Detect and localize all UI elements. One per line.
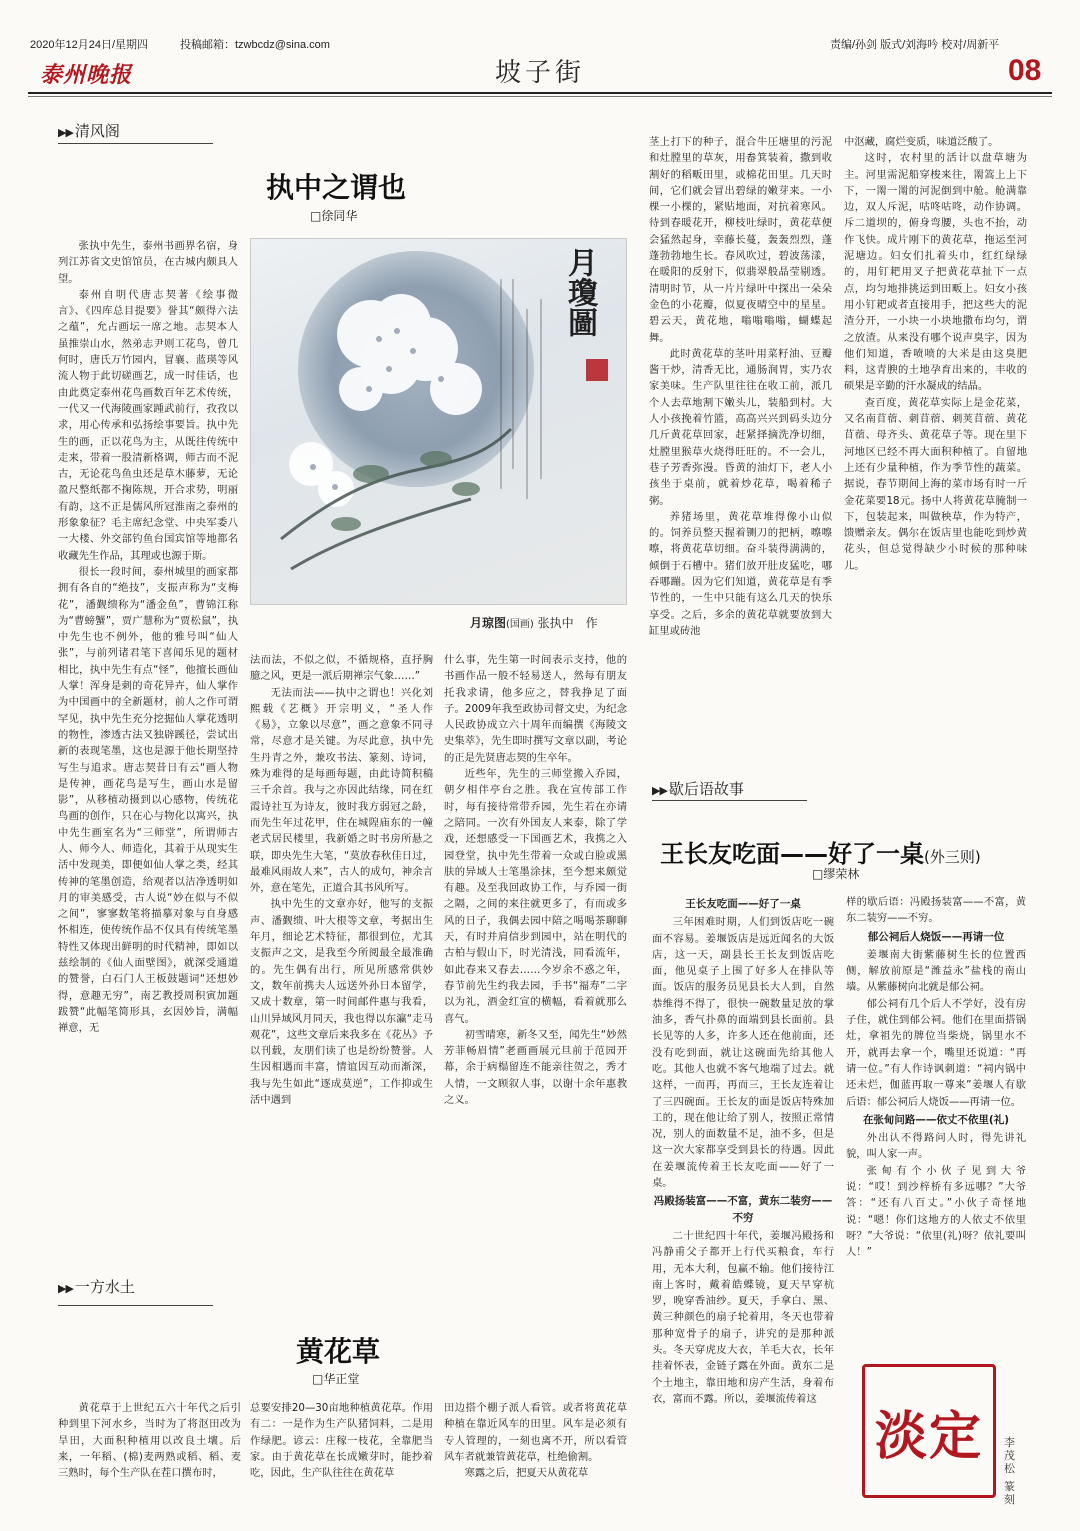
paragraph: 张执中先生，泰州书画界名宿，身列江苏省文史馆馆员，在古城内颇具人望。	[58, 240, 238, 285]
arrow-icon: ▶▶	[58, 126, 73, 139]
paragraph: 样的歇后语：冯殿扬装富——不富，黄东二装穷——不穷。	[846, 896, 1026, 925]
paragraph: 初雪晴寒，新冬又至，闻先生“妙然芳菲畅眉情”老画画展元旦前于范园开幕，余于病榻留连不能亲往贺之，秀才人情，一文顾叙人事，以谢十余年惠教之义。	[444, 1028, 627, 1107]
paragraph: 很长一段时间，泰州城里的画家都拥有各自的“绝技”，支振声称为“支梅花”，潘觐缋称为“潘金鱼”，曹锦江称为“曹螃蟹”，贾广慧称为“贾松鼠”，执中先生也不例外，他的雅号叫“仙人张”，与前列诸君笔下喜闻乐见的题材相比，执中先生有点“怪”，他擅长画仙人掌！浑身是刺的奇花异卉，仙人掌作为中国画中的全新题材，前人之作可谓罕见，执中先生充分挖掘仙人掌花透明的物性，渗透古法又独辟蹊径，尝试出新的表现笔墨，这也是源于他长期坚持写生与追求。唐志契昔日有云“画人物是传神，画花鸟是写生，画山水是留影”，从移植动摄到以心感物，传统花鸟画的创作，只在心与物化以寓兴，执中先生画室名为“三师堂”，所谓师古人、师今人、师造化，其着于从现实生活中发现美，即便如仙人掌之类，经其传神的笔墨创造，给观者以洁净透明如月的审美感受，古人说“妙在似与不似之间”，寥寥数笔将描摹对象与自身感怀相连，使传统作品不仅具有传统笔墨特性又体现出鲜明的时代精神，即如以兹绘制的《仙人面壁图》，就深受通道的赞誉，白石门人王板鼓题词“还想妙得，意趣无穷”，南艺教授周积寅加题跋赞“此幅笔简形具，玄因妙旨，满幅禅意，无	[58, 565, 238, 1035]
arrow-icon: ▶▶	[58, 1282, 73, 1295]
column-tag-underline	[652, 800, 807, 801]
paragraph: 茎上打下的种子，混合牛圧塘里的污泥和灶膛里的草灰，用畚箕装着，撒到收割好的稻畈田里，或棉花田里。几天时间，它们就会冒出碧绿的嫩芽来。一小棵一小棵的，紧贴地面，对抗着寒风。待到春暖花开，柳枝吐绿时，黄花草便会猛然起身，幸藤长蔓，轰轰烈烈，蓬蓬勃勃地生长。春风吹过，碧波荡漾，在暖阳的反射下，似翡翠般晶莹剔透。清明时节，从一片片绿叶中探出一朵朵金色的小花瓣，似夏夜晴空中的星星。碧云天，黄花地，嗡嗡嗡嗡，蝴蝶起舞。	[649, 136, 832, 344]
article-title-huanghuacao: 黄花草	[296, 1335, 381, 1368]
seal-carving: 淡定	[862, 1364, 996, 1498]
paragraph: 张甸有个小伙子见到大爷说：“哎！到沙梓桥有多远哪？”大爷答：“还有八百丈。”小伙子奇怪地说：“嗯！你们这地方的人依丈不依里呀？”大爷说：“依里(礼)呀？依礼要叫人！”	[846, 1164, 1026, 1259]
column-tag-qingfengge: ▶▶ 清风阁	[58, 122, 120, 140]
column-tag-xiehouyu: ▶▶ 歇后语故事	[652, 780, 744, 798]
paragraph: 寒露之后，把夏天从黄花草	[464, 1467, 589, 1480]
paragraph: 什么事，先生第一时间表示支持，他的书画作品一般不轻易送人，然每有朋友托我求请，他多应之，替我挣足了面子。2009年我至政协司督文史，为纪念人民政协成立六十周年而编撰《海陵文史集萃》，先生即时撰写文章以副，考论的正是先贤唐志契的生卒年。	[444, 654, 627, 764]
paragraph: 三年困难时期，人们到饭店吃一碗面不容易。姜堰饭店是远近闻名的大饭店，这一天，副县长王长友到饭店吃面，他见桌子上围了好多人在排队等面。饭店的服务员见县长大人到，自然恭维得不得了，很快一碗数量足放的掌油多，香气扑鼻的面端到县长面前。县长见等的人多，许多人还在他前面，还没有吃到面，就让这碗面先给其他人吃。其他人也就不客气地端了过去。就这样，一而再，再而三，王长友连着让了三四碗面。王长友的面是饭店特殊加工的，现在他让给了别人，按照正常情况，别人的面数量不足，油不多，但是这一次大家都享受到县长的待遇。因此在姜堰流传着王长友吃面——好了一桌。	[652, 916, 834, 1190]
newspaper-logo: 泰州晚报	[40, 62, 133, 88]
article2-column-5	[844, 134, 1027, 742]
paragraph: 外出认不得路问人时，得先讲礼貌，叫人家一声。	[846, 1132, 1026, 1161]
byline-huazhengtang: □华正堂	[312, 1372, 360, 1386]
paragraph: 养猪场里，黄花草堆得像小山似的。饲养员整天握着铡刀的把柄，嚓嚓嚓，将黄花草切细。奋斗装得满满的，倾倒于石槽中。猪们放开肚皮猛吃，哪吞哪蹦。因为它们知道，黄花草是有季节性的，一生中只能有这么几天的快乐享受。之后，多余的黄花草就要放到大缸里或砖池	[649, 510, 832, 637]
article2-column-4	[649, 134, 832, 742]
article2-column-2	[250, 1400, 433, 1504]
paragraph: 总要安排20—30亩地种植黄花草。作用有二：一是作为生产队猪饲料，二是用作绿肥。谚云：庄稼一枝花，全靠肥当家。由于黄花草在长成嫩芽时，能抄着吃，因此，生产队往往在黄花草	[250, 1402, 433, 1480]
paragraph: 近些年，先生的三师堂搬入乔园，朝夕相伴亭台之胜。我在宣传部工作时，每有接待常带乔园，先生若在亦请之陪同。一次有外国友人来泰，除了学戏，还想感受一下国画艺术，我携之入园登堂，执中先生带着一众或白脸或黑肤的异域人士笔墨涂抹，至今想来颇觉有趣。及至我回政协工作，与乔园一街之隔，之间的来往就更多了，有而或多风的日子，我偶去园中陪之喝喝茶聊聊天，有时并肩信步到园中，站在明代的古柏与假山下，时光清浅，同看流年，如此春来又春去……今岁余不惑之年，春节前先生约我去园，手书“福寿”二字以为礼，酒金红宣的横幅，看着就那么喜气。	[444, 768, 627, 1025]
byline-xutonghua: □徐同华	[310, 209, 358, 223]
section-title: 坡子街	[494, 58, 585, 88]
subheading: 在张甸问路——依丈不依里(礼)	[862, 1113, 1010, 1126]
article1-column-3	[444, 652, 627, 1248]
article3-column-1	[652, 894, 834, 1502]
painting-inscription: 月瓊圖	[562, 247, 597, 337]
submission-email: 投稿邮箱：tzwbcdz@sina.com	[180, 39, 330, 51]
article-title-zhizhong: 执中之谓也	[266, 171, 407, 204]
caption-type: (国画)	[506, 619, 534, 630]
paragraph: 郁公祠有几个后人不学好，没有房子住，就住到郁公祠。他们在里面搭锅灶，拿祖先的牌位当柴烧，锅里水不开，就再去拿一个，嘴里还说道：“再请一位。”有人作诗讽刺道：“祠内锅中还未烂，伽蓝再取一尊来”姜堰人有歇后语：郁公祠后人烧饭——再请一位。	[846, 997, 1026, 1108]
header-rule	[28, 92, 1052, 94]
paragraph: 泰州自明代唐志契著《绘事微言》、《四库总目提要》誉其“颇得六法之蕴”，允占画坛一席之地。志契本人虽推崇山水，然弟志尹则工花鸟，曾几何时，唐氏万竹园内，冒襄、蓝瑛等风流人物于此切磋画艺，成一时佳话，也由此奠定泰州花鸟画数百年艺术传统，一代又一代海陵画家踵武前行，孜孜以求，用心传承和弘扬绘事要旨。执中先生的画，正以花鸟为主，从既往传统中走来，带着一股清新格调，师古而不泥古，无论花鸟鱼虫还是草木藤萝，无论盈尺整纸都不掬陈规，开合求势，明丽有韵，这不正是儒风所冠淮南之泰州的形象象征？毛主席纪念堂、中央军委八一大楼、外交部钓鱼台国宾馆等地都名收藏先生作品，其理或也源于斯。	[58, 288, 238, 562]
paragraph: 执中先生的文章亦好，他写的支振声、潘觐缋、叶大根等文章，考据出生年月，细论艺术特征，都很到位，尤其支振声之文，是我至今所阅最全最准确的。先生偶有出行，所见所感常供妙文，数年前携夫人远送外孙日本留学，又成十数章，第一时间邮件惠与我看，山川异域风月同天，我也得以东瀛“走马观花”，这些文章后来我多在《花丛》予以刊载，友朋们读了也是纷纷赞誉。人生因相遇而丰富，情谊因互动而渐深，我与先生如此“逐成莫逆”，工作抑或生活中遇到	[250, 898, 433, 1107]
column-tag-yifangshuitu: ▶▶ 一方水土	[58, 1278, 135, 1296]
paragraph: 黄花草于上世纪五六十年代之后引种到里下河水乡，当时为了将沤田改为旱田，大面积种植用以改良土壤。后来，一年稻、(棉)麦两熟或稻、稻、麦三熟时，每个生产队在茬口撰布时，	[58, 1402, 241, 1480]
arrow-icon: ▶▶	[652, 784, 667, 797]
editor-credits: 责编/孙剑 版式/刘海吟 校对/周新平	[830, 39, 1000, 51]
subheading: 郁公祠后人烧饭——再请一位	[867, 930, 1005, 943]
article-title-wangchangyou: 王长友吃面——好了一桌(外三则)	[660, 840, 981, 868]
paragraph: 查百度，黄花草实际上是金花菜，又名南苜蓿、刺苜蓿、刺荚苜蓿、黄花苜蓿、母齐头、黄花草子等。现在里下河地区已经不再大面积种植了。自留地上还有少量种植，作为季节性的蔬菜。据说，春节期间上海的菜市场有时一斤金花菜要18元。扬中人将黄花草腌制一下，包装起来，叫做秧草，作为特产，馈赠亲友。偶尔在饭店里也能吃到炒黄花头，但总觉得缺少小时候的那种味儿。	[844, 396, 1027, 572]
article2-column-1	[58, 1400, 241, 1504]
article1-column-1	[58, 238, 238, 1246]
paragraph: 田边搭个棚子派人看管。或者将黄花草种植在靠近风车的田里。风车是必须有专人管理的，一刻也离不开，所以看管风车者就兼管黄花草，杜绝偷割。	[444, 1402, 627, 1463]
column-tag-underline	[58, 1305, 213, 1306]
article3-column-2	[846, 894, 1026, 1354]
issue-date: 2020年12月24日/星期四	[30, 39, 148, 51]
paragraph: 中沤藏，腐烂变质，味道泛酸了。	[844, 136, 999, 148]
seal-artist: 李茂松	[1004, 1436, 1015, 1475]
page-number: 08	[1008, 54, 1042, 87]
subheading: 王长友吃面——好了一桌	[685, 898, 801, 910]
caption-title: 月琼图	[470, 616, 507, 630]
byline-miaoronglin: □缪荣林	[812, 867, 860, 881]
paragraph: 这时，农村里的活计以盘草塘为主。河里需泥船穿梭来往，罱篙上上下下，一罱一罱的河泥倒到中舱。舱满靠边，双人斥泥，咕咚咕咚，动作协调。斥二道坝的，俯身弯腰，头也不抬，动作飞快。成片刚下的黄花草，拖运至河泥塘边。妇女们扎着头巾，红红绿绿的，用钉耙用叉子把黄花草扯下一点点，均匀地排挑运到田畈上。妇女小孩用小钉耙或者直接用手，把这些大的泥渣分开，一小块一小块地撒布均匀，谓之放渣。从来没有哪个说声臭字，因为他们知道，香喷喷的大米是由这臭肥料，这青腴的土地孕育出来的，丰收的硕果是辛勤的汗水凝成的结晶。	[844, 152, 1027, 393]
column-tag-underline	[58, 143, 213, 144]
subheading: 冯殿扬装富——不富，黄东二装穷——不穷	[653, 1195, 833, 1224]
paragraph: 此时黄花草的茎叶用菜籽油、豆瓣酱干炒，清香无比，通肠润胃，实乃农家美味。生产队里往往在收工前，派几个人去草地割下嫩头儿，装船到村。大人小孩挽着竹篮，高高兴兴到码头边分几斤黄花草回家，赶紧择摘洗净切细，灶膛里猴草火烧得旺旺的。不一会儿，巷子芳香弥漫。昏黄的油灯下，老人小孩坐于桌前，就着炒花草，喝着稀子粥。	[649, 347, 832, 507]
seal-type: 篆刻	[1004, 1480, 1015, 1506]
caption-artist: 张执中 作	[537, 616, 598, 630]
paragraph: 无法而法——执中之谓也！兴化刘熙载《艺概》开宗明义，“圣人作《易》，立象以尽意”，画之意象不同寻常，尽意才是关键。为尽此意，执中先生丹青之外，兼攻书法、篆刻、诗词，殊为难得的是每画每题，由此诗简积稿三千余首。我与之亦因此结缘，同在红霞诗社互为诗友，彼时我方弱冠之龄，而先生年过花甲，住在城隍庙东的一幢老式居民楼里，我新婚之时书房所悬之联，即央先生大笔，“莫放春秋佳日过，最难风雨故人来”，古人的成句，神余言外，意在笔先，正道合其书风所写。	[250, 686, 433, 895]
article2-column-3	[444, 1400, 627, 1504]
painting-yueqiongtu	[250, 238, 627, 605]
article1-column-2	[250, 652, 433, 1248]
paragraph: 二十世纪四十年代，姜堰冯殿扬和冯静甫父子都开上行代买粮食，车行用，无本大利，包赢不输。他们接待江南上客时，戴着皓蝶镜，夏天早穿杭罗，晚穿香油纱。夏天，手拿白、黑、黄三种颜色的扇子轮着用，冬天也带着那种宽骨子的扇子，讲究的是那种派头。冬天穿虎皮大衣，羊毛大衣，长年挂着怀表，金链子露在外面。黄东二是个土地主，靠田地和房产生活，身着布衣，富而不露。所以，姜堰流传着这	[652, 1229, 834, 1405]
paragraph: 法而法，不似之似，不循规格，直抒胸臆之风，更是一派后期禅宗气象……”	[250, 654, 433, 683]
painting-caption	[470, 614, 598, 631]
header-rule-thin	[28, 96, 1052, 97]
paragraph: 姜堰南大街紫藤树生长的位置西侧，解放前原是“潍益永”盐栈的南山墙。从紫藤树向北就是郁公祠。	[846, 948, 1026, 994]
